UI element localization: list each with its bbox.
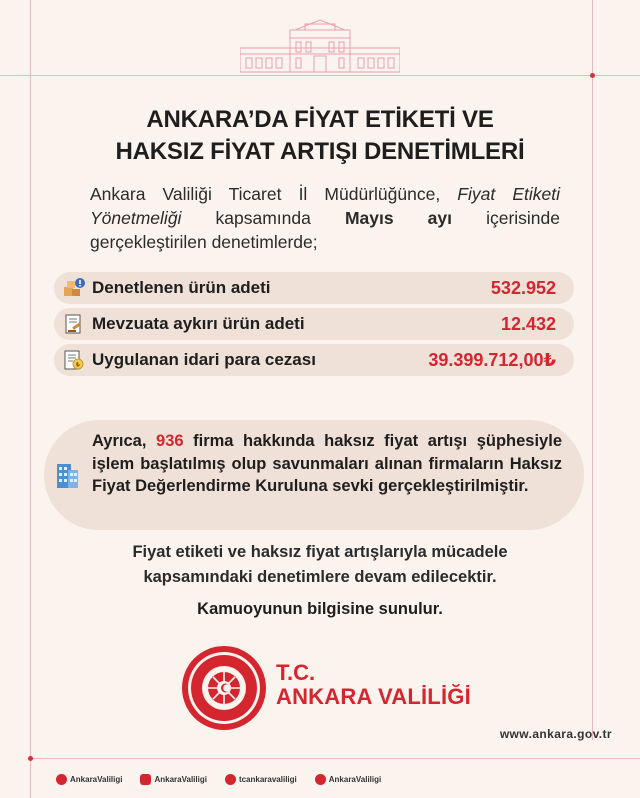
page-title	[0, 104, 640, 168]
stat-label: Mevzuata aykırı ürün adeti	[92, 314, 305, 333]
stat-row-administrative-fine	[54, 344, 574, 376]
social-instagram[interactable]	[225, 772, 297, 786]
boxes-warning-icon	[62, 277, 86, 299]
instagram-icon	[225, 774, 236, 785]
document-gavel-icon	[62, 313, 86, 335]
closing-statement	[0, 540, 640, 590]
note-rest: firma hakkında haksız fiyat artışı şüphesiyle işlem başlatılmış olup savunmaları alınan firmaların Haksız Fiyat Değerlendirme Kuruluna sevki gerçekleştirilmiştir.	[92, 432, 562, 495]
office-building-icon	[54, 456, 80, 490]
social-facebook[interactable]	[56, 772, 122, 786]
social-x[interactable]	[315, 772, 381, 786]
stat-value: 532.952	[490, 278, 556, 298]
social-handle: AnkaraValiligi	[70, 774, 123, 784]
note-prefix: Ayrıca,	[92, 432, 157, 450]
public-notice: Kamuoyunun bilgisine sunulur.	[197, 600, 443, 618]
closing-line-2: kapsamındaki denetimlere devam edilecektir.	[143, 568, 497, 586]
stat-label: Denetlenen ürün adeti	[92, 278, 271, 297]
unfair-pricing-note	[44, 420, 584, 530]
stat-value: 12.432	[500, 314, 556, 334]
website-link[interactable]: www.ankara.gov.tr	[499, 727, 612, 741]
social-links	[56, 772, 381, 786]
intro-regulation-name: Fiyat Etiketi Yönetmeliği	[90, 184, 560, 228]
stat-row-noncompliant-products	[54, 308, 574, 340]
org-prefix: T.C.	[276, 660, 316, 685]
intro-month: Mayıs ayı	[344, 208, 452, 228]
frame-dot-bottomleft	[28, 756, 33, 761]
title-line-2: HAKSIZ FİYAT ARTIŞI DENETİMLERİ	[115, 138, 525, 165]
x-icon	[315, 774, 326, 785]
intro-text-2: kapsamında	[181, 208, 345, 228]
invoice-money-icon	[62, 349, 86, 371]
social-youtube[interactable]	[140, 772, 206, 786]
frame-dot-topright	[590, 73, 595, 78]
social-handle: AnkaraValiligi	[154, 774, 207, 784]
intro-text-1: Ankara Valiliği Ticaret İl Müdürlüğünce,	[90, 184, 458, 204]
youtube-icon	[140, 774, 151, 785]
note-text	[92, 430, 562, 498]
frame-top-line	[0, 75, 640, 76]
svg-text:₺: ₺	[75, 361, 81, 369]
intro-text-3: içerisinde gerçekleştirilen denetimlerde;	[90, 208, 560, 252]
government-building-icon	[240, 18, 400, 74]
frame-bottom-line	[30, 758, 640, 759]
social-handle: tcankaravaliligi	[238, 774, 297, 784]
stat-label: Uygulanan idari para cezası	[92, 350, 316, 369]
intro-paragraph	[90, 182, 560, 254]
org-name: ANKARA VALİLİĞİ	[276, 684, 471, 709]
closing-line-1: Fiyat etiketi ve haksız fiyat artışlarıyla mücadele	[132, 543, 508, 561]
turkiye-cumhuriyeti-seal-icon	[180, 644, 268, 732]
social-handle: AnkaraValiligi	[328, 774, 382, 784]
firm-count: 936	[156, 432, 184, 450]
stat-row-inspected-products	[54, 272, 574, 304]
title-line-1: ANKARA’DA FİYAT ETİKETİ VE	[146, 106, 494, 133]
facebook-icon	[56, 774, 67, 785]
stat-value: 39.399.712,00₺	[428, 350, 556, 370]
